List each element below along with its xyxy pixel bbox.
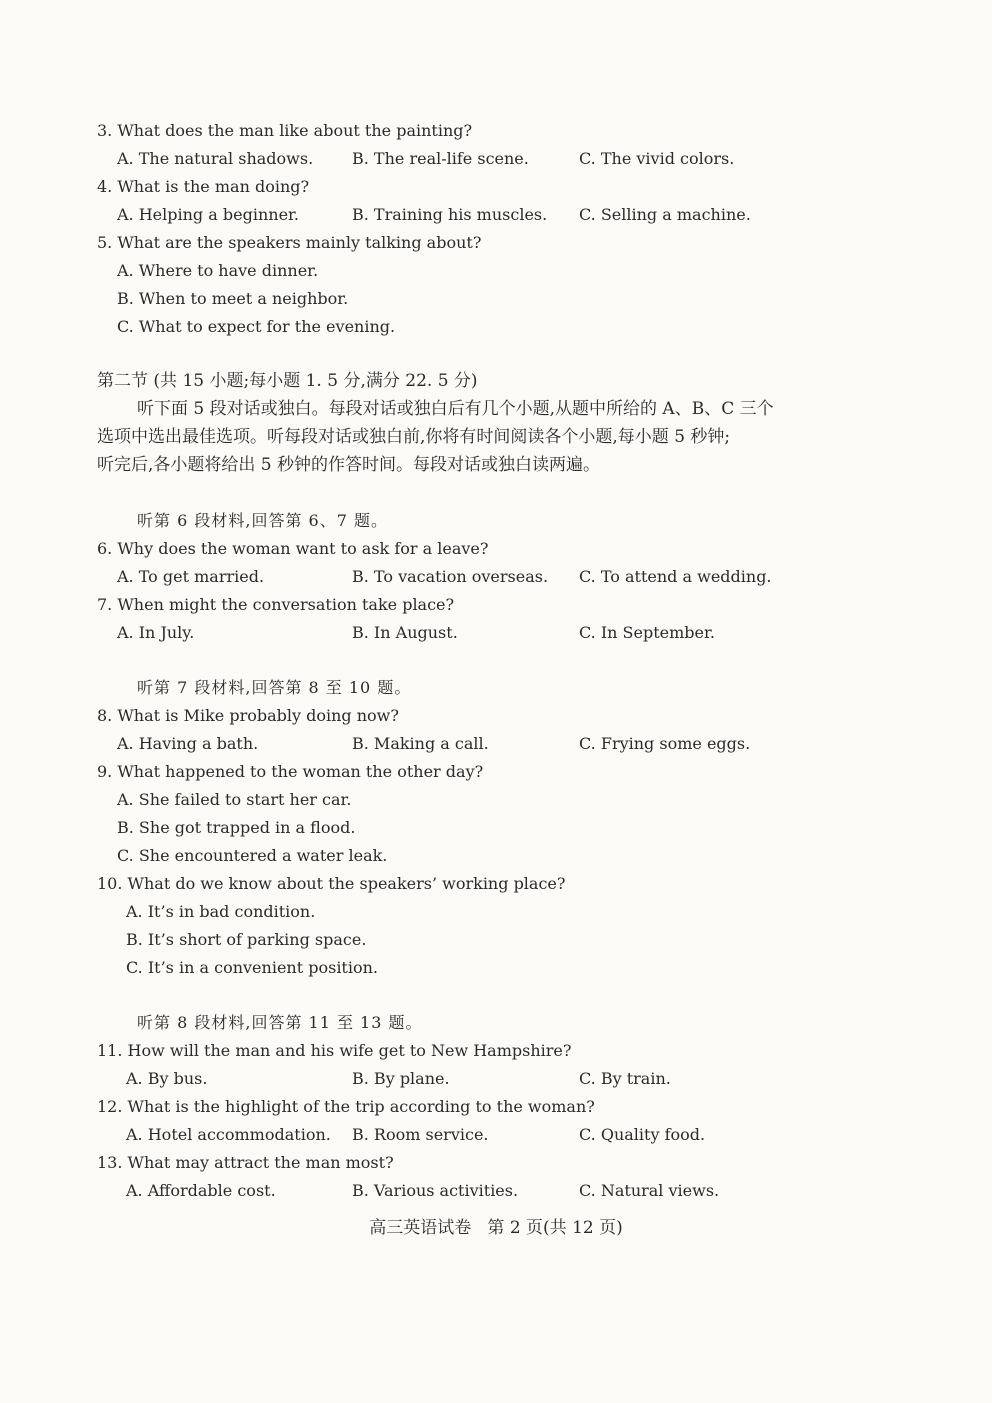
q11-option-b: B. By plane.: [352, 1069, 450, 1088]
q10-option-a: A. It’s in bad condition.: [126, 902, 316, 921]
q7-option-b: B. In August.: [352, 623, 458, 642]
q3-option-c: C. The vivid colors.: [579, 149, 735, 168]
section-title: 第二节 (共 15 小题;每小题 1. 5 分,满分 22. 5 分): [97, 371, 478, 391]
q13-option-a: A. Affordable cost.: [126, 1181, 276, 1200]
question-10: 10. What do we know about the speakers’ working place?: [97, 874, 566, 893]
subhead-material-6: 听第 6 段材料,回答第 6、7 题。: [137, 511, 388, 530]
q9-option-b: B. She got trapped in a flood.: [117, 818, 356, 837]
q4-option-b: B. Training his muscles.: [352, 205, 548, 224]
question-6: 6. Why does the woman want to ask for a leave?: [97, 539, 489, 558]
q12-option-a: A. Hotel accommodation.: [126, 1125, 331, 1144]
question-9: 9. What happened to the woman the other day?: [97, 762, 484, 781]
question-3: 3. What does the man like about the painting?: [97, 121, 473, 140]
q3-option-b: B. The real-life scene.: [352, 149, 529, 168]
question-7: 7. When might the conversation take place?: [97, 595, 455, 614]
q13-option-c: C. Natural views.: [579, 1181, 720, 1200]
q7-option-c: C. In September.: [579, 623, 715, 642]
q5-option-a: A. Where to have dinner.: [117, 261, 319, 280]
q11-option-c: C. By train.: [579, 1069, 671, 1088]
q6-option-b: B. To vacation overseas.: [352, 567, 549, 586]
question-5: 5. What are the speakers mainly talking about?: [97, 233, 482, 252]
page-footer: 高三英语试卷 第 2 页(共 12 页): [369, 1218, 623, 1238]
q3-option-a: A. The natural shadows.: [117, 149, 314, 168]
q6-option-c: C. To attend a wedding.: [579, 567, 772, 586]
q10-option-c: C. It’s in a convenient position.: [126, 958, 378, 977]
question-4: 4. What is the man doing?: [97, 177, 310, 196]
instructions-line-2: 选项中选出最佳选项。听每段对话或独白前,你将有时间阅读各个小题,每小题 5 秒钟;: [97, 427, 731, 447]
q8-option-a: A. Having a bath.: [117, 734, 259, 753]
q6-option-a: A. To get married.: [117, 567, 265, 586]
q5-option-c: C. What to expect for the evening.: [117, 317, 396, 336]
question-11: 11. How will the man and his wife get to New Hampshire?: [97, 1041, 572, 1060]
q5-option-b: B. When to meet a neighbor.: [117, 289, 349, 308]
q7-option-a: A. In July.: [117, 623, 195, 642]
q4-option-a: A. Helping a beginner.: [117, 205, 300, 224]
q12-option-b: B. Room service.: [352, 1125, 489, 1144]
q4-option-c: C. Selling a machine.: [579, 205, 751, 224]
q8-option-c: C. Frying some eggs.: [579, 734, 751, 753]
q12-option-c: C. Quality food.: [579, 1125, 706, 1144]
subhead-material-8: 听第 8 段材料,回答第 11 至 13 题。: [137, 1013, 423, 1032]
q10-option-b: B. It’s short of parking space.: [126, 930, 367, 949]
question-8: 8. What is Mike probably doing now?: [97, 706, 399, 725]
q13-option-b: B. Various activities.: [352, 1181, 519, 1200]
q11-option-a: A. By bus.: [126, 1069, 208, 1088]
instructions-line-3: 听完后,各小题将给出 5 秒钟的作答时间。每段对话或独白读两遍。: [97, 455, 601, 475]
q9-option-c: C. She encountered a water leak.: [117, 846, 388, 865]
question-13: 13. What may attract the man most?: [97, 1153, 394, 1172]
instructions-line-1: 听下面 5 段对话或独白。每段对话或独白后有几个小题,从题中所给的 A、B、C 三个: [137, 399, 774, 419]
q9-option-a: A. She failed to start her car.: [117, 790, 352, 809]
subhead-material-7: 听第 7 段材料,回答第 8 至 10 题。: [137, 678, 412, 697]
question-12: 12. What is the highlight of the trip according to the woman?: [97, 1097, 595, 1116]
q8-option-b: B. Making a call.: [352, 734, 489, 753]
